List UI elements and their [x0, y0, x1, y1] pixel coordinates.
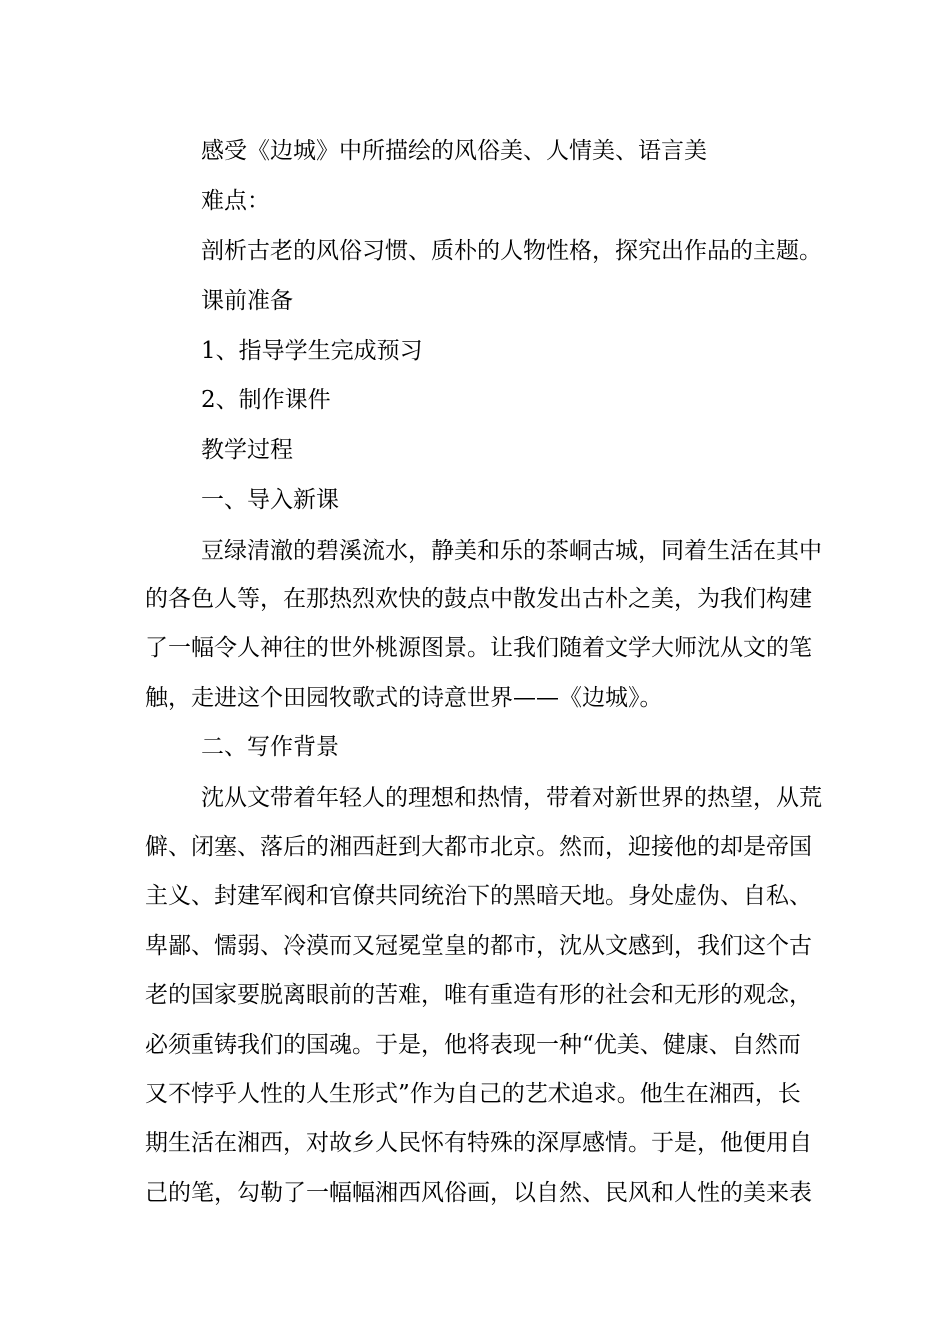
section-heading-introduction: 一、导入新课 [201, 487, 339, 513]
text-line-difficulty: 剖析古老的风俗习惯、质朴的人物性格，探究出作品的主题。 [201, 238, 822, 264]
paragraph-line: 了一幅令人神往的世外桃源图景。让我们随着文学大师沈从文的笔 [145, 635, 812, 661]
paragraph-line: 必须重铸我们的国魂。于是，他将表现一种“优美、健康、自然而 [145, 1032, 801, 1058]
paragraph-line: 己的笔，勾勒了一幅幅湘西风俗画，以自然、民风和人性的美来表 [145, 1180, 812, 1206]
paragraph-line: 触，走进这个田园牧歌式的诗意世界——《边城》。 [145, 685, 663, 711]
section-heading-background: 二、写作背景 [201, 734, 339, 760]
heading-preparation: 课前准备 [201, 288, 293, 314]
paragraph-line: 的各色人等，在那热烈欢快的鼓点中散发出古朴之美，为我们构建 [145, 586, 812, 612]
heading-difficulty: 难点： [201, 188, 270, 214]
text-line-focus: 感受《边城》中所描绘的风俗美、人情美、语言美 [201, 138, 707, 164]
heading-teaching-process: 教学过程 [201, 437, 293, 463]
paragraph-line: 又不悖乎人性的人生形式”作为自己的艺术追求。他生在湘西，长 [145, 1081, 801, 1107]
paragraph-line: 卑鄙、懦弱、冷漠而又冠冕堂皇的都市，沈从文感到，我们这个古 [145, 933, 812, 959]
paragraph-line: 豆绿清澈的碧溪流水，静美和乐的茶峒古城，同着生活在其中 [201, 538, 822, 564]
list-item-preparation-1: 1、指导学生完成预习 [201, 338, 423, 364]
paragraph-line: 沈从文带着年轻人的理想和热情，带着对新世界的热望，从荒 [201, 785, 822, 811]
paragraph-line: 期生活在湘西，对故乡人民怀有特殊的深厚感情。于是，他便用自 [145, 1130, 812, 1156]
paragraph-line: 僻、闭塞、落后的湘西赶到大都市北京。然而，迎接他的却是帝国 [145, 834, 812, 860]
paragraph-line: 主义、封建军阀和官僚共同统治下的黑暗天地。身处虚伪、自私、 [145, 883, 812, 909]
list-item-preparation-2: 2、制作课件 [201, 387, 331, 413]
paragraph-line: 老的国家要脱离眼前的苦难，唯有重造有形的社会和无形的观念， [145, 982, 812, 1008]
